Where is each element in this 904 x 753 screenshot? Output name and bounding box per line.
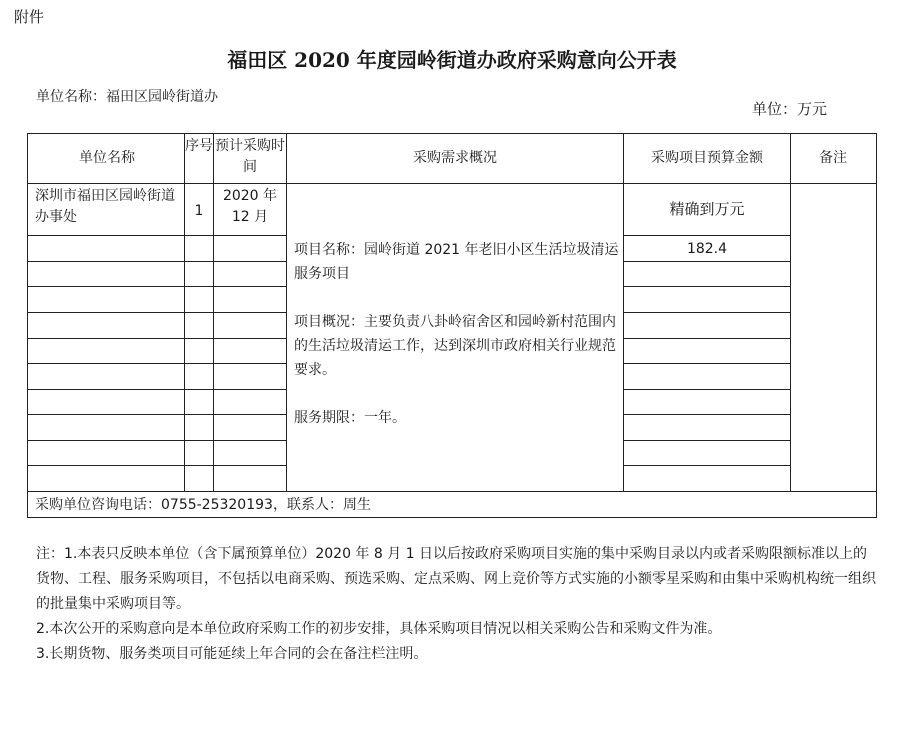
header-need-summary: 采购需求概况 xyxy=(413,150,497,166)
header-procure-time: 预计采购时间 xyxy=(215,138,285,175)
contact-info: 采购单位咨询电话：0755-25320193，联系人：周生 xyxy=(35,497,371,513)
need-project-name: 项目名称：园岭街道 2021 年老旧小区生活垃圾清运服务项目 xyxy=(294,242,619,282)
note-item: 3.长期货物、服务类项目可能延续上年合同的会在备注栏注明。 xyxy=(36,646,428,662)
left-row-lines xyxy=(27,236,287,466)
header-note: 备注 xyxy=(819,150,847,166)
need-service-period: 服务期限：一年。 xyxy=(294,410,406,426)
currency-unit-line: 单位：万元 xyxy=(752,100,828,118)
row-seq: 1 xyxy=(194,203,204,219)
header-seq: 序号 xyxy=(185,138,213,154)
annex-label: 附件 xyxy=(14,8,45,26)
row-need-summary xyxy=(294,238,620,430)
row-procure-time: 2020 年 12 月 xyxy=(222,188,278,225)
unit-name-line: 单位名称：福田区园岭街道办 xyxy=(36,89,218,105)
note-item: 2.本次公开的采购意向是本单位政府采购工作的初步安排，具体采购项目情况以相关采购公告和采购文件为准。 xyxy=(36,621,722,637)
row-unit-name: 深圳市福田区园岭街道办事处 xyxy=(35,188,175,225)
need-project-overview: 项目概况：主要负责八卦岭宿舍区和园岭新村范围内的生活垃圾清运工作，达到深圳市政府相关行业规范要求。 xyxy=(294,314,616,378)
note-item: 注：1.本表只反映本单位（含下属预算单位）2020 年 8 月 1 日以后按政府采购项目实施的集中采购目录以内或者采购限额标准以上的货物、工程、服务采购项目，不包括以电商采购、预选采购、定点采购、网上竞价等方式实施的小额零星采购和由集中采购机构统一组织的批量集中采购项目等。 xyxy=(36,546,876,612)
budget-precision: 精确到万元 xyxy=(669,200,745,218)
page-title: 福田区 2020 年度园岭街道办政府采购意向公开表 xyxy=(227,48,677,72)
header-budget: 采购项目预算金额 xyxy=(651,150,763,166)
notes xyxy=(36,542,876,667)
budget-amount: 182.4 xyxy=(686,241,728,257)
header-unit-name: 单位名称 xyxy=(79,150,135,166)
budget-row-lines xyxy=(623,236,791,466)
